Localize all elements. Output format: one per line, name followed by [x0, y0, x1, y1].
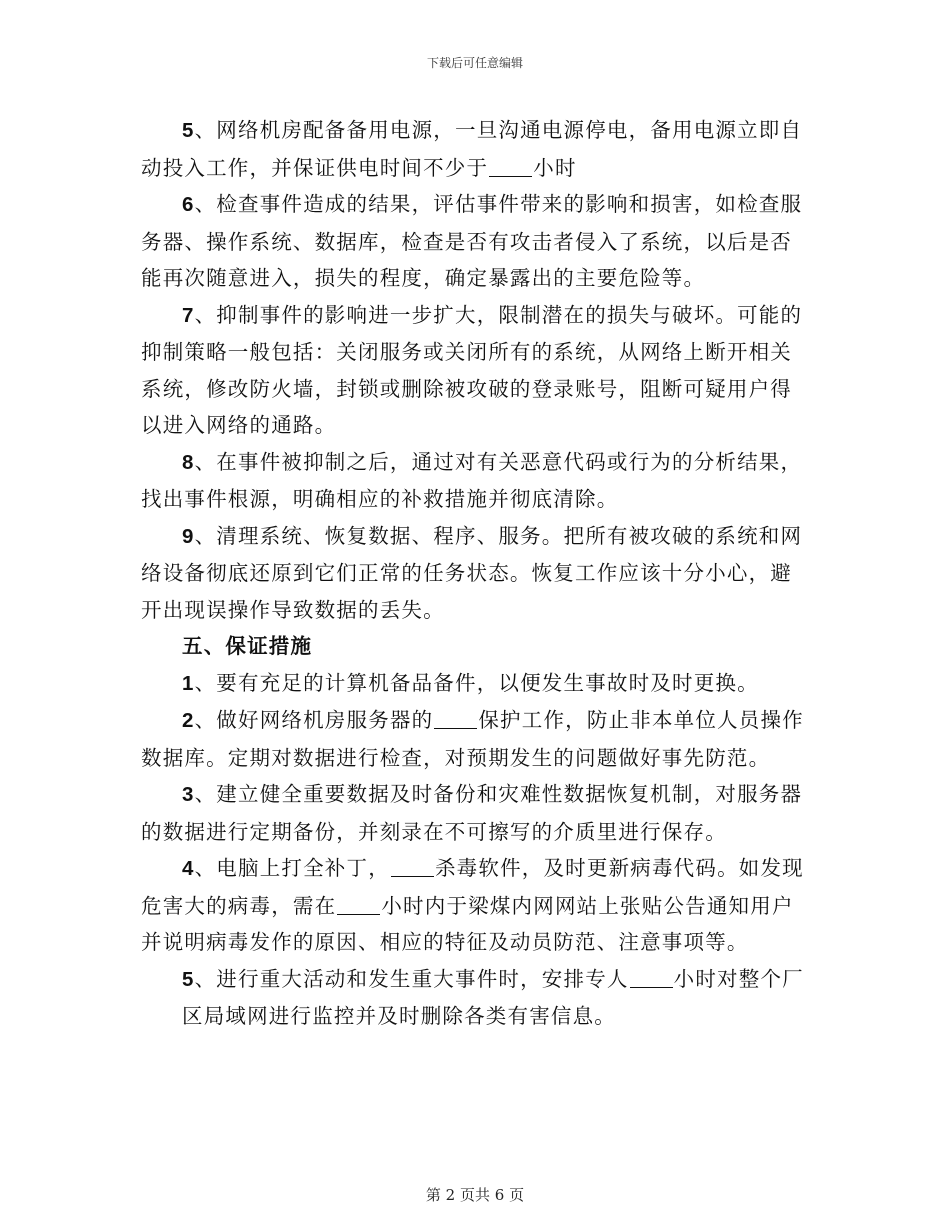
document-body [141, 112, 809, 1035]
paragraph-text: 、在事件被抑制之后，通过对有关恶意代码或行为的分析结果，找出事件根源，明确相应的补救措施并彻底清除。 [141, 449, 803, 511]
measure-5 [141, 961, 809, 1035]
fill-in-blank [391, 856, 434, 878]
item-number: 1 [182, 671, 195, 695]
paragraph-7 [141, 297, 809, 444]
measure-1 [141, 665, 809, 703]
paragraph-text: 、建立健全重要数据及时备份和灾难性数据恢复机制，对服务器的数据进行定期备份，并刻录在不可擦写的介质里进行保存。 [141, 782, 803, 844]
paragraph-text: 、进行重大活动和发生重大事件时，安排专人 [194, 966, 629, 991]
fill-in-blank [337, 893, 380, 915]
measure-4 [141, 850, 809, 961]
item-number: 8 [182, 450, 195, 474]
page-number: 第 2 页共 6 页 [425, 1186, 525, 1204]
paragraph-text: 、网络机房配备备用电源，一旦沟通电源停电，备用电源立即自动投入工作，并保证供电时间不少于 [141, 118, 803, 180]
paragraph-text: 、做好网络机房服务器的 [194, 708, 434, 732]
paragraph-text: 、抑制事件的影响进一步扩大，限制潜在的损失与破坏。可能的抑制策略一般包括：关闭服务或关闭所有的系统，从网络上断开相关系统，修改防火墙，封锁或删除被攻破的登录账号，阻断可疑用户得以进入网络的通路。 [141, 302, 803, 437]
item-number: 6 [182, 193, 195, 216]
paragraph-6 [141, 186, 809, 297]
fill-in-blank [434, 708, 477, 730]
paragraph-8 [141, 444, 809, 518]
paragraph-text: 、电脑上打全补丁， [194, 856, 390, 880]
paragraph-text: 小时对整个厂区局域网进行监控并及时删除各类有害信息。 [182, 966, 804, 1028]
paragraph-text: 小时 [533, 155, 577, 180]
measure-3 [141, 776, 809, 850]
item-number: 3 [182, 783, 195, 806]
item-number: 2 [182, 709, 195, 732]
paragraph-text: 小时内于梁煤内网网站上张贴公告通知用户并说明病毒发作的原因、相应的特征及动员防范、注意事项等。 [141, 893, 794, 954]
item-number: 5 [182, 119, 195, 142]
item-number: 7 [182, 303, 195, 327]
item-number: 4 [182, 857, 195, 880]
item-number: 5 [182, 967, 195, 991]
fill-in-blank [489, 155, 532, 177]
item-number: 9 [182, 524, 195, 548]
paragraph-text: 、检查事件造成的结果，评估事件带来的影响和损害，如检查服务器、操作系统、数据库，检查是否有攻击者侵入了系统，以后是否能再次随意进入，损失的程度，确定暴露出的主要危险等。 [141, 192, 803, 290]
paragraph-9 [141, 518, 809, 629]
paragraph-text: 保护工作，防止非本单位人员操作数据库。定期对数据进行检查，对预期发生的问题做好事先防范。 [141, 708, 804, 770]
paragraph-text: 、清理系统、恢复数据、程序、服务。把所有被攻破的系统和网络设备彻底还原到它们正常的任务状态。恢复工作应该十分小心，避开出现误操作导致数据的丢失。 [141, 523, 803, 622]
fill-in-blank [630, 966, 673, 988]
paragraph-5 [141, 112, 809, 186]
measure-2 [141, 702, 809, 776]
paragraph-text: 、要有充足的计算机备品备件，以便发生事故时及时更换。 [194, 670, 759, 695]
paragraph-text: 杀毒软件，及时更新病毒代码。如发现危害大的病毒，需在 [141, 856, 804, 918]
section-heading: 五、保证措施 [182, 634, 313, 658]
page-header-note: 下载后可任意编辑 [426, 56, 523, 70]
